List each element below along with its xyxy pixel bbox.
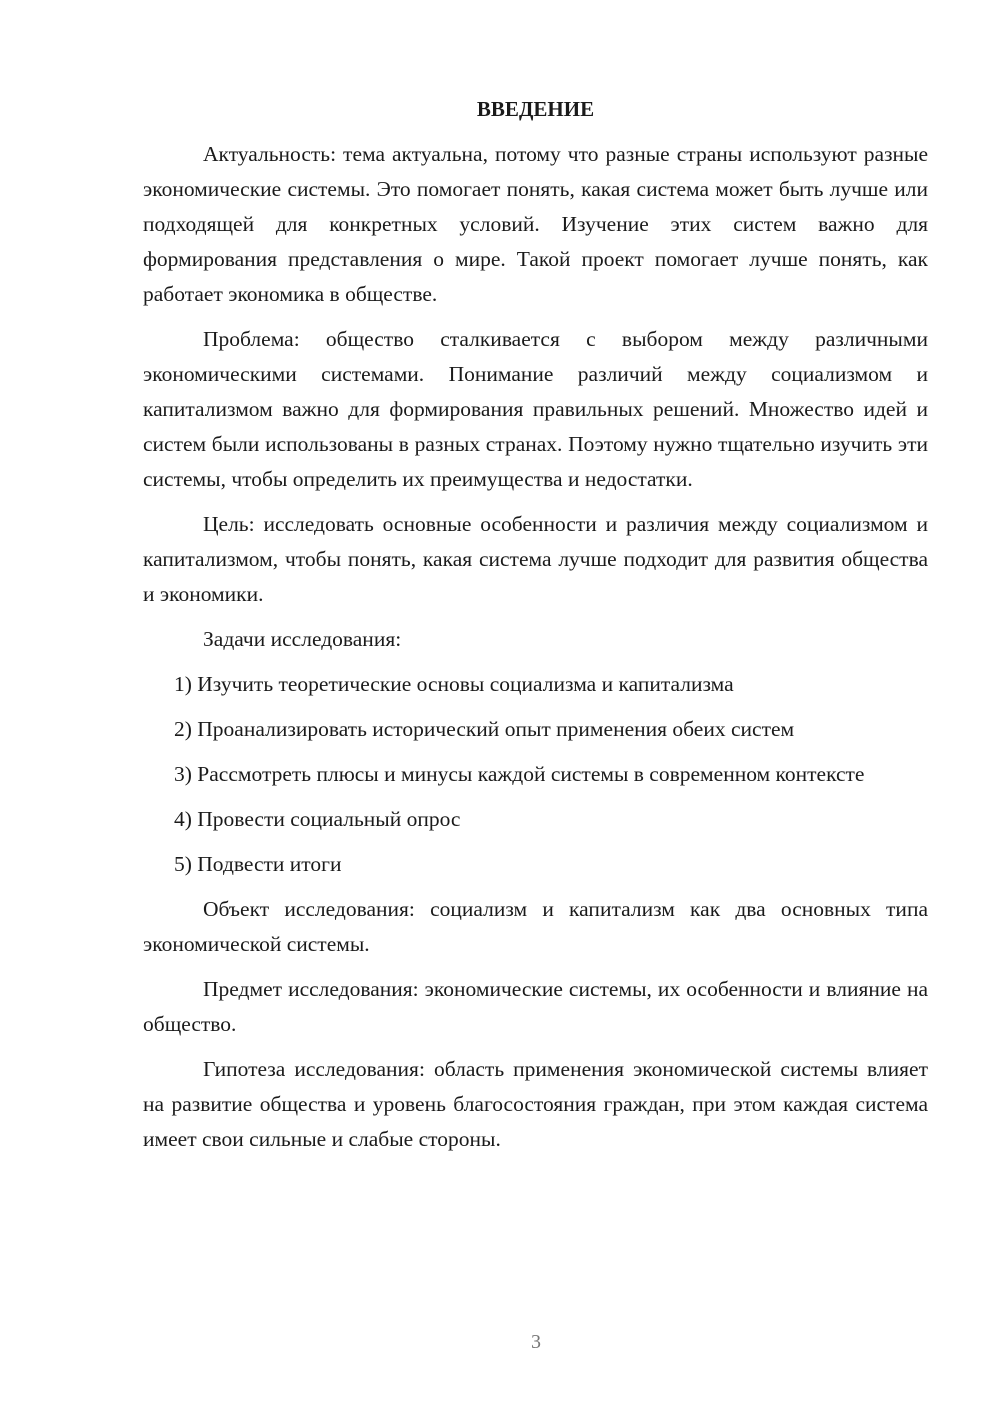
tasks-heading: Задачи исследования: bbox=[203, 627, 402, 651]
section-title: ВВЕДЕНИЕ bbox=[476, 97, 595, 121]
hypothesis-paragraph: Гипотеза исследования: область применения экономической системы влияет на развитие общества и уровень благосостояния граждан, при этом каждая система имеет свои сильные и слабые стороны. bbox=[143, 1057, 928, 1151]
task-item-2: 2) Проанализировать исторический опыт применения обеих систем bbox=[174, 717, 795, 741]
goal-paragraph: Цель: исследовать основные особенности и различия между социализмом и капитализмом, чтобы понять, какая система лучше подходит для развития общества и экономики. bbox=[143, 512, 928, 606]
task-item-3: 3) Рассмотреть плюсы и минусы каждой системы в современном контексте bbox=[174, 762, 865, 786]
problem-paragraph: Проблема: общество сталкивается с выбором между различными экономическими системами. Понимание различий между социализмом и капитализмом важно для формирования правильных решений. Множество идей и систем были использованы в разных странах. Поэтому нужно тщательно изучить эти системы, чтобы определить их преимущества и недостатки. bbox=[143, 327, 928, 491]
task-item-1: 1) Изучить теоретические основы социализма и капитализма bbox=[174, 672, 734, 696]
relevance-paragraph: Актуальность: тема актуальна, потому что разные страны используют разные экономические системы. Это помогает понять, какая система может быть лучше или подходящей для конкретных условий. Изучение этих систем важно для формирования представления о мире. Такой проект помогает лучше понять, как работает экономика в обществе. bbox=[143, 142, 928, 306]
subject-paragraph: Предмет исследования: экономические системы, их особенности и влияние на общество. bbox=[143, 977, 928, 1036]
task-item-5: 5) Подвести итоги bbox=[174, 852, 342, 876]
page-content bbox=[143, 92, 928, 1167]
object-paragraph: Объект исследования: социализм и капитализм как два основных типа экономической системы. bbox=[143, 897, 928, 956]
page-number: 3 bbox=[531, 1331, 541, 1353]
task-item-4: 4) Провести социальный опрос bbox=[174, 807, 461, 831]
